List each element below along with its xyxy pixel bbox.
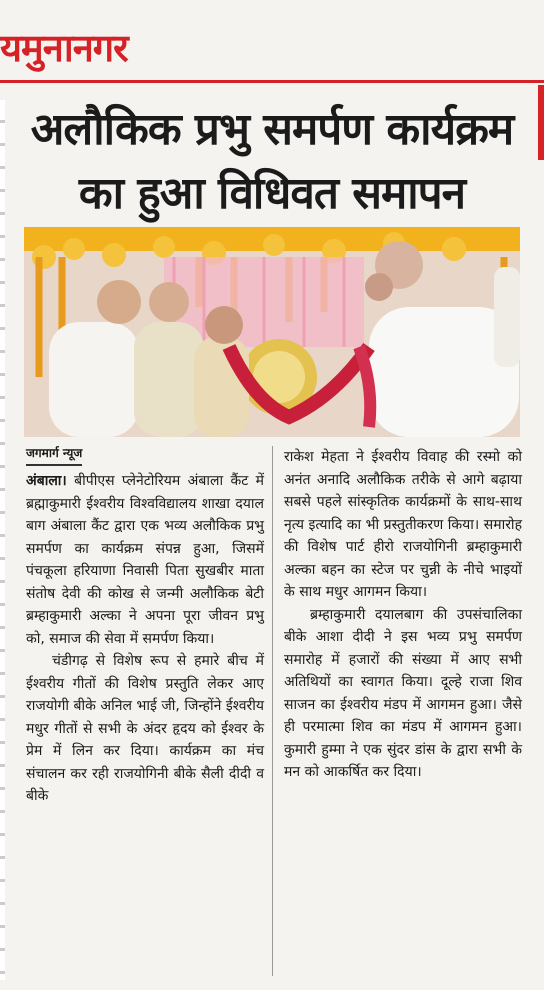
byline: जगमार्ग न्यूज [26, 444, 82, 466]
headline-line-2: का हुआ विधिवत समापन [78, 168, 466, 219]
news-photo [24, 227, 520, 437]
article-paragraph: चंडीगढ़ से विशेष रूप से हमारे बीच में ईश्वरीय गीतों की विशेष प्रस्तुति लेकर आए राजयोगी बीके अनिल भाई जी, जिन्होंने ईश्वरीय मधुर गीतों से सभी के अंदर हृदय को ईश्वर के प्रेम में लिन कर दिया। कार्यक्रम का मंच संचालन कर रही राजयोगिनी बीके सैली दीदी व बीके [26, 653, 264, 804]
article-paragraph [26, 470, 264, 650]
left-edge-column [0, 100, 5, 980]
article-paragraph: ब्रम्हाकुमारी दयालबाग की उपसंचालिका बीके आशा दीदी ने इस भव्य प्रभु समर्पण समारोह में हजारों की संख्या में आए सभी अतिथियों का स्वागत किया। दूल्हे राजा शिव साजन का ईश्वरीय मंडप में आगमन हुआ। जैसे ही परमात्मा शिव का मंडप में आगमन हुआ। कुमारी हुम्मा ने एक सुंदर डांस के द्वारा सभी के मन को आकर्षित कर दिया। [284, 606, 522, 780]
article-column-right [284, 446, 522, 784]
headline-line-1: अलौकिक प्रभु समर्पण कार्यक्रम [30, 104, 514, 155]
article-column-left [26, 470, 264, 808]
right-edge-marker [538, 85, 544, 160]
dateline: अंबाला। [26, 473, 67, 489]
section-name: यमुनानगर [0, 26, 128, 70]
article-paragraph: राकेश मेहता ने ईश्वरीय विवाह की रस्मो को अनंत अनादि अलौकिक तरीके से आगे बढ़ाया सबसे पहले सांस्कृतिक कार्यक्रमों के साथ-साथ नृत्य इत्यादि का भी प्रस्तुतीकरण किया। समारोह की विशेष पार्ट हीरो राजयोगिनी ब्रम्हाकुमारी अल्का बहन का स्टेज पर चुन्नी के नीचे भाइयों के साथ मधुर आगमन किया। [284, 449, 522, 600]
section-rule [0, 80, 544, 83]
column-divider [272, 446, 273, 976]
paragraph-text: बीपीएस प्लेनेटोरियम अंबाला कैंट में ब्रह्माकुमारी ईश्वरीय विश्वविद्यालय शाखा दयाल बाग अंबाला कैंट द्वारा एक भव्य अलौकिक प्रभु समर्पण का कार्यक्रम संपन्न हुआ, जिसमें पंचकूला हरियाणा निवासी पिता सुखबीर माता संतोष देवी की कोख से जन्मी अलौकिक बेटी ब्रम्हाकुमारी अल्का ने अपना पूरा जीवन प्रभु को, समाज की सेवा में समर्पण किया। [26, 473, 264, 647]
